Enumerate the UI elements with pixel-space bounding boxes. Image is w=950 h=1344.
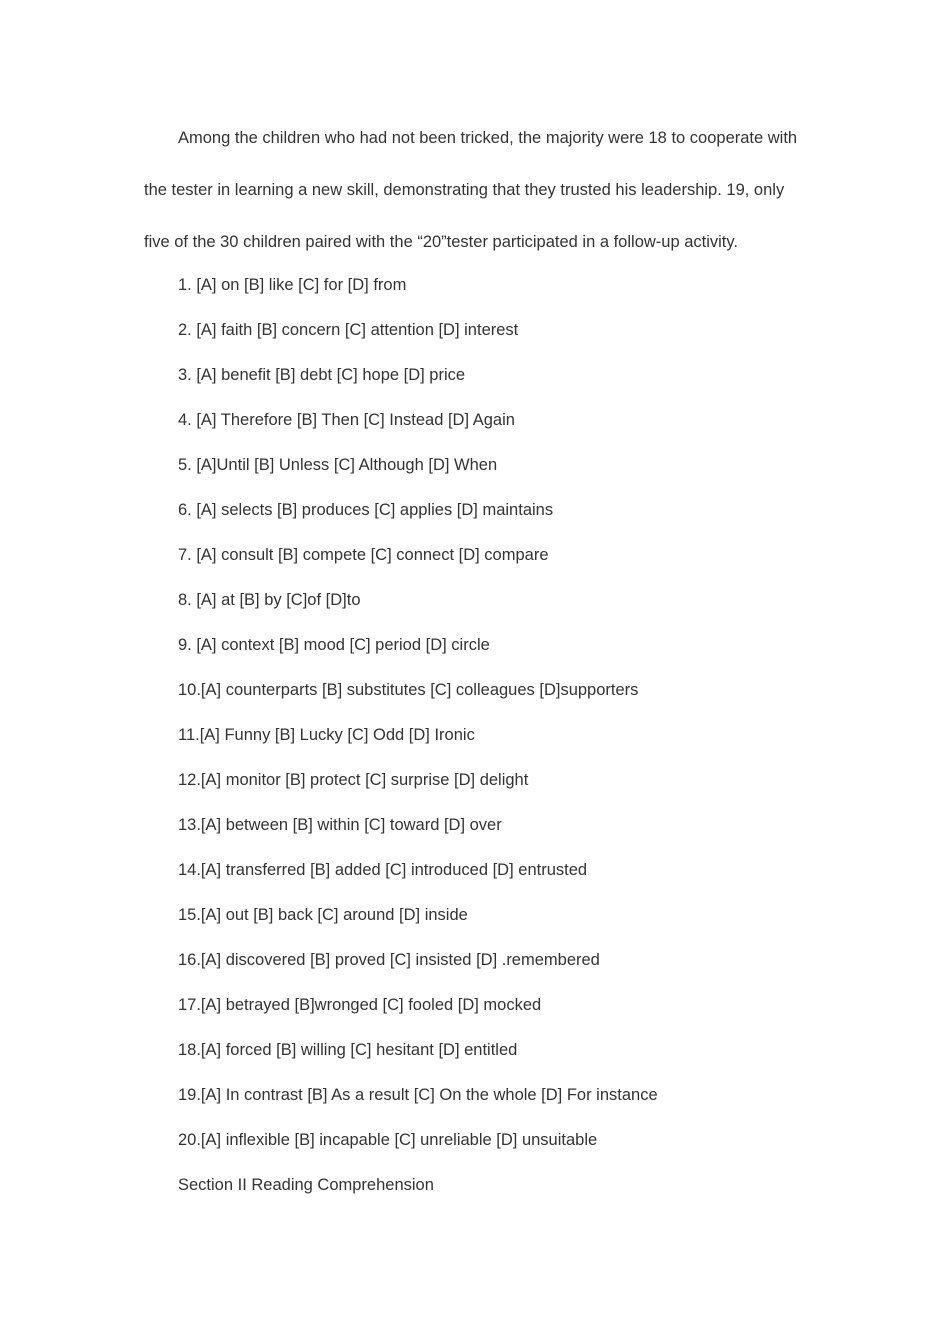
option-item: 8. [A] at [B] by [C]of [D]to — [178, 591, 361, 609]
option-item: 7. [A] consult [B] compete [C] connect [D] compare — [178, 546, 549, 564]
option-item: 11.[A] Funny [B] Lucky [C] Odd [D] Ironic — [178, 726, 475, 744]
section-heading: Section II Reading Comprehension — [178, 1176, 434, 1194]
option-item: 15.[A] out [B] back [C] around [D] inside — [178, 906, 468, 924]
passage-paragraph: Among the children who had not been tricked, the majority were 18 to cooperate with the tester in learning a new skill, demonstrating that they trusted his leadership. 19, only five of the 30 children paired with the “20”tester participated in a follow-up activity. — [144, 129, 798, 251]
option-item: 5. [A]Until [B] Unless [C] Although [D] When — [178, 456, 498, 474]
option-item: 12.[A] monitor [B] protect [C] surprise [D] delight — [178, 771, 529, 789]
option-item: 14.[A] transferred [B] added [C] introduced [D] entrusted — [178, 861, 588, 879]
option-item: 16.[A] discovered [B] proved [C] insisted [D] .remembered — [178, 951, 600, 969]
option-item: 4. [A] Therefore [B] Then [C] Instead [D] Again — [178, 411, 515, 429]
option-item: 9. [A] context [B] mood [C] period [D] circle — [178, 636, 490, 654]
option-item: 6. [A] selects [B] produces [C] applies [D] maintains — [178, 501, 554, 519]
option-item: 10.[A] counterparts [B] substitutes [C] colleagues [D]supporters — [178, 681, 639, 699]
option-item: 17.[A] betrayed [B]wronged [C] fooled [D] mocked — [178, 996, 542, 1014]
option-item: 2. [A] faith [B] concern [C] attention [D] interest — [178, 321, 519, 339]
option-item: 19.[A] In contrast [B] As a result [C] On the whole [D] For instance — [178, 1086, 658, 1104]
option-item: 20.[A] inflexible [B] incapable [C] unreliable [D] unsuitable — [178, 1131, 598, 1149]
option-item: 13.[A] between [B] within [C] toward [D] over — [178, 816, 502, 834]
option-item: 18.[A] forced [B] willing [C] hesitant [D] entitled — [178, 1041, 518, 1059]
answer-options-list — [178, 270, 658, 1215]
option-item: 3. [A] benefit [B] debt [C] hope [D] price — [178, 366, 466, 384]
option-item: 1. [A] on [B] like [C] for [D] from — [178, 276, 407, 294]
